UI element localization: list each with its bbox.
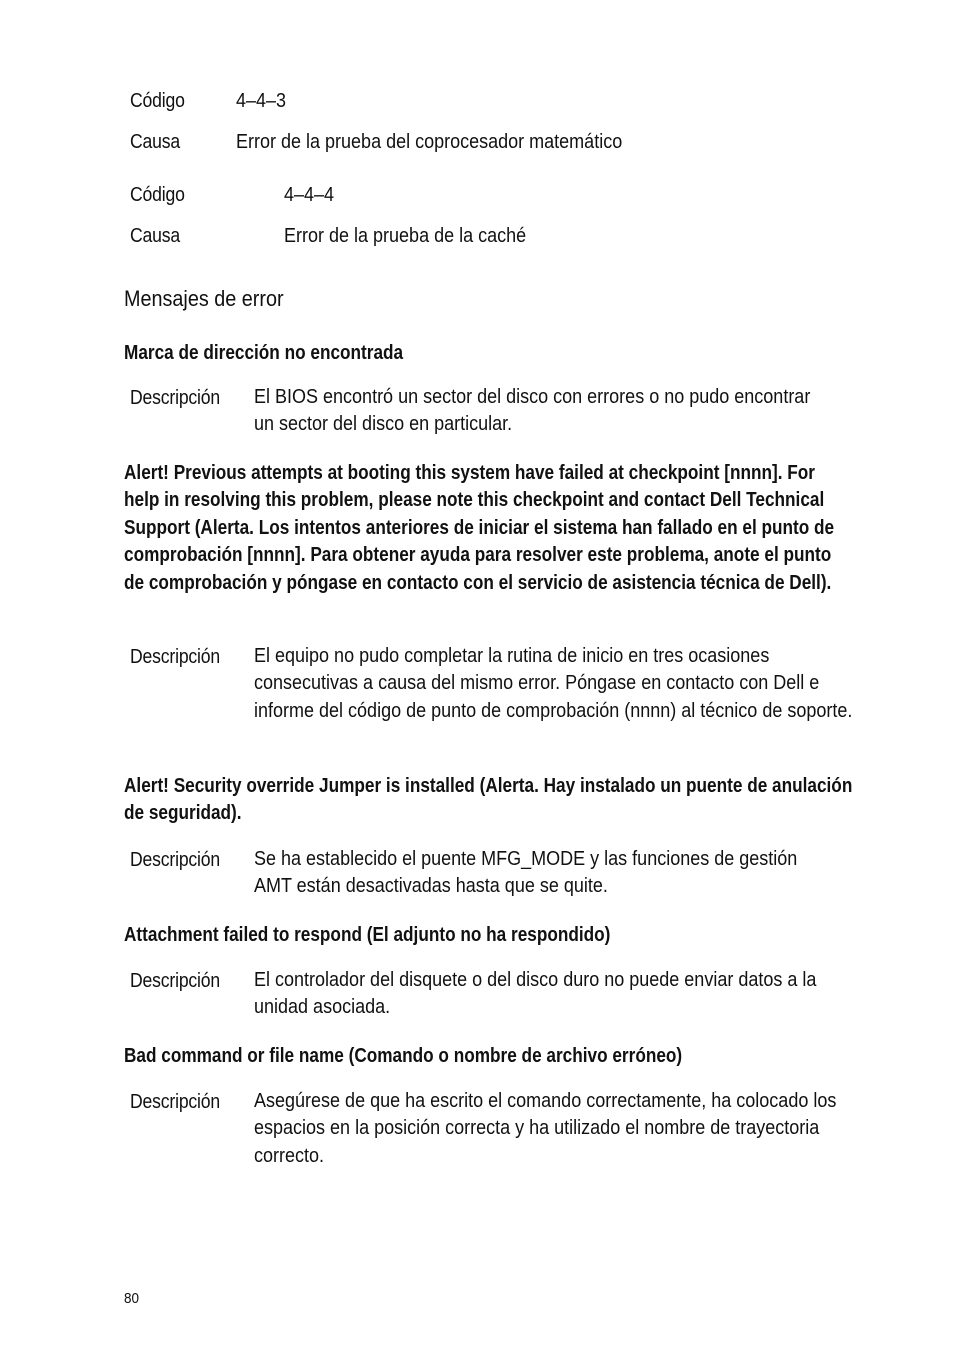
cause-label: Causa — [130, 225, 181, 247]
message-heading: Attachment failed to respond (El adjunto no ha respondido) — [124, 924, 611, 946]
description-text: Se ha establecido el puente MFG_MODE y las funciones de gestión AMT están desactivadas hasta que se quite. — [254, 848, 798, 898]
code-value: 4–4–3 — [236, 90, 287, 112]
description-label: Descripción — [130, 849, 221, 871]
description-text: El controlador del disquete o del disco duro no puede enviar datos a la unidad asociada. — [254, 969, 817, 1019]
description-label: Descripción — [130, 970, 221, 992]
message-heading: Bad command or file name (Comando o nombre de archivo erróneo) — [124, 1045, 683, 1067]
description-text: El BIOS encontró un sector del disco con errores o no pudo encontrar un sector del disco en particular. — [254, 386, 811, 436]
page-number: 80 — [124, 1290, 140, 1307]
cause-value: Error de la prueba de la caché — [284, 225, 527, 247]
code-value: 4–4–4 — [284, 184, 335, 206]
code-label: Código — [130, 90, 185, 112]
description-text: El equipo no pudo completar la rutina de inicio en tres ocasiones consecutivas a causa del mismo error. Póngase en contacto con Dell e informe del código de punto de comprobación (nnnn) al técnico de soporte. — [254, 645, 853, 722]
description-label: Descripción — [130, 646, 221, 668]
code-label: Código — [130, 184, 185, 206]
description-text: Asegúrese de que ha escrito el comando correctamente, ha colocado los espacios en la posición correcta y ha utilizado el nombre de trayectoria correcto. — [254, 1090, 837, 1167]
message-heading: Marca de dirección no encontrada — [124, 342, 404, 364]
cause-label: Causa — [130, 131, 181, 153]
description-label: Descripción — [130, 1091, 221, 1113]
cause-value: Error de la prueba del coprocesador matemático — [236, 131, 623, 153]
message-heading: Alert! Previous attempts at booting this system have failed at checkpoint [nnnn]. For help in resolving this problem, please note this checkpoint and contact Dell Technical Support (Alerta. Los intentos anteriores de iniciar el sistema han fallado en el punto de comprobación [nnnn]. Para obtener ayuda para resolver este problema, anote el punto de comprobación y póngase en contacto con el servicio de asistencia técnica de Dell). — [124, 462, 835, 594]
description-label: Descripción — [130, 387, 221, 409]
message-heading: Alert! Security override Jumper is installed (Alerta. Hay instalado un puente de anulación de seguridad). — [124, 775, 853, 825]
section-title: Mensajes de error — [124, 286, 284, 311]
